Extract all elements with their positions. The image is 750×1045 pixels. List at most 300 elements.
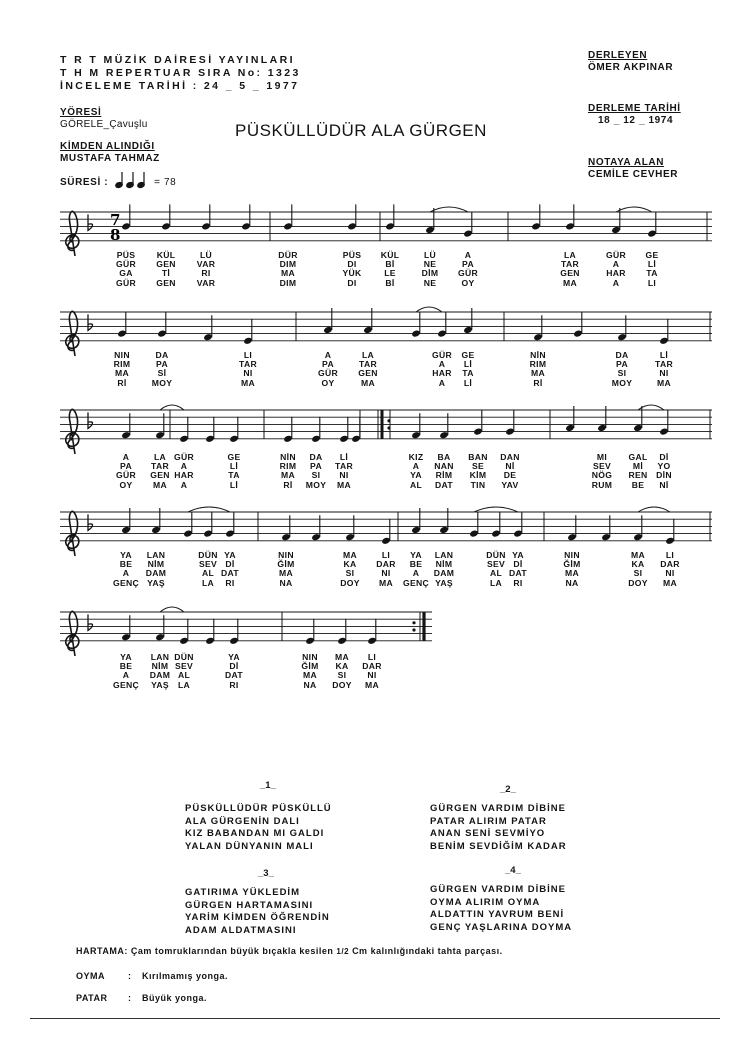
lyric-syllable: MA <box>565 568 579 579</box>
collector-block <box>588 50 673 74</box>
lyric-syllable: DÜN <box>486 550 506 560</box>
duration-value: = 78 <box>154 177 177 188</box>
lyric-syllable: MOY <box>151 377 173 388</box>
lyric-syllable: NA <box>279 577 293 588</box>
lyric-syllable: A <box>464 250 472 260</box>
lyric-syllable: NAN <box>434 461 454 472</box>
tie-slur <box>430 207 468 212</box>
lyrics-system-5 <box>0 652 750 690</box>
verse-line: ALA GÜRGENİN DALI <box>185 815 300 827</box>
lyric-syllable: Lİ <box>229 479 239 490</box>
notation-label: NOTAYA ALAN <box>588 157 665 168</box>
tie-slur <box>638 507 670 512</box>
lyric-syllable: YAV <box>501 479 519 490</box>
lyric-syllable: NA <box>565 577 579 588</box>
glossary-sep: : <box>128 993 132 1003</box>
staff-system-3 <box>60 398 720 458</box>
lyric-syllable: A <box>438 359 446 370</box>
lyric-syllable: DAT <box>509 568 527 579</box>
lyric-syllable: PA <box>310 461 322 472</box>
lyric-syllable: NI <box>367 670 377 681</box>
lyric-syllable: NI <box>243 368 253 379</box>
source-block <box>60 141 160 165</box>
lyric-syllable: MA <box>337 479 351 490</box>
lyric-syllable: YO <box>657 461 671 472</box>
lyric-syllable: ĞİM <box>563 559 581 570</box>
lyric-syllable: PA <box>120 461 132 472</box>
lyric-syllable: GÜR <box>606 250 626 260</box>
lyric-syllable: NİM <box>151 661 169 672</box>
bottom-rule <box>30 1018 720 1019</box>
tie-slur <box>160 607 184 612</box>
lyric-syllable: SI <box>337 670 347 681</box>
lyric-syllable: NE <box>423 259 437 270</box>
lyric-syllable: GENÇ <box>112 679 140 690</box>
glossary-term: PATAR <box>76 993 108 1003</box>
glossary-definition-tail: Cm kalınlığındaki tahta parçası. <box>352 946 503 956</box>
lyric-syllable: OY <box>119 479 133 490</box>
lyric-syllable: NIN <box>564 550 580 560</box>
lyrics-system-4 <box>0 550 750 588</box>
lyric-syllable: AL <box>177 670 191 681</box>
lyric-syllable: TIN <box>470 479 486 490</box>
lyric-syllable: GEN <box>156 277 176 288</box>
verse-line: GÜRGEN VARDIM DİBİNE <box>430 803 566 814</box>
lyric-syllable: PA <box>322 359 334 370</box>
publisher-info <box>60 54 301 93</box>
lyric-syllable: GEN <box>358 368 378 379</box>
lyric-syllable: KA <box>343 559 357 570</box>
lyric-syllable: PA <box>616 359 628 370</box>
lyric-syllable: GENÇ <box>112 577 140 588</box>
lyric-syllable: DAT <box>221 568 239 579</box>
lyric-syllable: HAR <box>432 368 452 379</box>
lyric-syllable: MA <box>241 377 255 388</box>
lyric-syllable: GEN <box>150 470 170 481</box>
time-signature-bottom: 8 <box>110 226 121 244</box>
lyric-syllable: DI <box>347 259 357 270</box>
lyric-syllable: TAR <box>239 359 257 370</box>
verse-line: YALAN DÜNYANIN MALI <box>185 840 314 852</box>
repeat-dot <box>412 628 415 631</box>
lyric-syllable: YA <box>228 652 240 662</box>
lyric-syllable: TAR <box>655 359 673 370</box>
lyric-syllable: YA <box>410 550 422 560</box>
lyric-syllable: A <box>180 479 188 490</box>
glossary-definition: Büyük yonga. <box>142 993 208 1003</box>
glossary-definition: Çam tomruklarından büyük bıçakla kesilen <box>130 946 334 956</box>
lyric-syllable: PÜS <box>116 250 136 260</box>
lyric-syllable: LE <box>384 268 396 279</box>
lyric-syllable: TA <box>228 470 240 481</box>
lyric-syllable: MA <box>531 368 545 379</box>
lyric-syllable: GÜR <box>116 277 136 288</box>
repeat-dot <box>387 426 390 429</box>
lyric-syllable: A <box>180 461 188 472</box>
lyric-syllable: SEV <box>174 661 194 672</box>
lyric-syllable: MOY <box>305 479 327 490</box>
lyric-syllable: DIM <box>279 259 297 270</box>
publisher-line: T R T MÜZİK DAİRESİ YAYINLARI <box>60 54 295 66</box>
verse-line: YARİM KİMDEN ÖĞRENDİN <box>185 912 330 924</box>
staff-system-5 <box>60 600 440 660</box>
lyric-syllable: RI <box>513 577 523 588</box>
verse-number: _3_ <box>258 868 274 879</box>
lyric-syllable: TAR <box>359 359 377 370</box>
glossary-sep: : <box>124 946 128 956</box>
repeat-dot <box>412 621 415 624</box>
flat-key-signature-icon <box>88 514 93 530</box>
lyric-syllable: AL <box>201 568 215 579</box>
lyric-syllable: DAM <box>433 568 455 579</box>
lyric-syllable: NI <box>659 368 669 379</box>
lyric-syllable: MA <box>379 577 393 588</box>
lyric-syllable: NIN <box>278 550 294 560</box>
lyric-syllable: RI <box>225 577 235 588</box>
lyric-syllable: RUM <box>591 479 613 490</box>
lyric-syllable: MA <box>153 479 167 490</box>
lyric-syllable: SEV <box>486 559 506 570</box>
lyric-syllable: A <box>122 452 130 462</box>
lyric-syllable: GEN <box>560 268 580 279</box>
lyric-syllable: DI <box>347 277 357 288</box>
lyric-syllable: GÜR <box>116 259 136 270</box>
lyric-syllable: LA <box>153 452 167 462</box>
lyric-syllable: GEN <box>156 259 176 270</box>
lyric-syllable: OY <box>321 377 335 388</box>
lyric-syllable: LI <box>381 550 391 560</box>
lyric-syllable: TA <box>646 268 658 279</box>
verse-line: ALDATTIN YAVRUM BENİ <box>430 909 565 921</box>
glossary-term: HARTAMA <box>76 946 125 956</box>
lyric-syllable: MA <box>343 550 357 560</box>
lyric-syllable: TA <box>462 368 474 379</box>
lyric-syllable: PA <box>462 259 474 270</box>
lyric-syllable: RI <box>201 268 211 279</box>
lyric-syllable: NE <box>423 277 437 288</box>
lyric-syllable: MA <box>663 577 677 588</box>
lyric-syllable: DÜR <box>278 250 298 260</box>
region-block <box>60 107 148 131</box>
lyric-syllable: BE <box>631 479 645 490</box>
repertoire-number: T H M REPERTUAR SIRA No: 1323 <box>60 67 301 79</box>
lyric-syllable: NİN <box>530 350 546 360</box>
lyric-syllable: NI <box>665 568 675 579</box>
lyric-syllable: A <box>122 670 130 681</box>
lyric-syllable: LI <box>243 350 253 360</box>
lyric-syllable: SI <box>617 368 627 379</box>
lyric-syllable: DAR <box>376 559 396 570</box>
lyric-syllable: LI <box>367 652 377 662</box>
verse-line: ANAN SENİ SEVMİYO <box>430 828 546 840</box>
verse-number: _2_ <box>500 784 516 795</box>
lyric-syllable: AL <box>409 479 423 490</box>
lyric-syllable: NİM <box>147 559 165 570</box>
lyric-syllable: A <box>612 259 620 270</box>
lyric-syllable: KİM <box>469 470 487 481</box>
lyric-syllable: GENÇ <box>402 577 430 588</box>
lyric-syllable: Rİ <box>283 479 293 490</box>
flat-key-signature-icon <box>88 314 93 330</box>
verse-line: GÜRGEN VARDIM DİBİNE <box>430 884 566 895</box>
glossary-sep: : <box>128 971 132 981</box>
flat-key-signature-icon <box>88 614 93 630</box>
verse-number: _1_ <box>260 780 276 791</box>
lyric-syllable: GÜR <box>458 268 478 279</box>
lyric-syllable: DOY <box>340 577 360 588</box>
duration-label: SÜRESİ : <box>60 177 109 188</box>
flat-key-signature-icon <box>88 214 93 230</box>
lyric-syllable: LI <box>647 277 657 288</box>
lyric-syllable: Dİ <box>229 661 239 672</box>
glossary-patar <box>76 993 207 1003</box>
lyric-syllable: A <box>324 350 332 360</box>
verse-line: ADAM ALDATMASINI <box>185 924 297 936</box>
lyric-syllable: NI <box>381 568 391 579</box>
glossary-fraction: 1/2 <box>336 947 350 956</box>
lyric-syllable: RIM <box>279 461 297 472</box>
glossary-term: OYMA <box>76 971 105 981</box>
lyric-syllable: RIM <box>113 359 131 370</box>
source-value: MUSTAFA TAHMAZ <box>60 153 160 164</box>
lyric-syllable: MA <box>361 377 375 388</box>
notation-block <box>588 157 678 181</box>
lyric-syllable: DÜN <box>174 652 194 662</box>
time-signature-top: 7 <box>110 211 121 229</box>
lyric-syllable: MA <box>281 470 295 481</box>
tie-slur <box>416 307 442 312</box>
lyric-syllable: REN <box>628 470 648 481</box>
lyric-syllable: YAŞ <box>435 577 453 588</box>
collection-date-label: DERLEME TARİHİ <box>588 103 681 114</box>
lyric-syllable: TAR <box>151 461 169 472</box>
lyric-syllable: YAŞ <box>147 577 165 588</box>
lyric-syllable: SI <box>633 568 643 579</box>
verse-line: GÜRGEN HARTAMASINI <box>185 899 314 911</box>
glossary-definition: Kırılmamış yonga. <box>142 971 229 981</box>
lyric-syllable: Lİ <box>647 259 657 270</box>
verse-line: BENİM SEVDİĞİM KADAR <box>430 840 567 852</box>
lyric-syllable: GE <box>461 350 475 360</box>
region-label: YÖRESİ <box>60 107 102 118</box>
lyric-syllable: LAN <box>150 652 170 662</box>
lyric-syllable: A <box>438 377 446 388</box>
lyric-syllable: Nİ <box>505 461 515 472</box>
lyrics-system-2 <box>0 350 750 388</box>
lyric-syllable: Lİ <box>339 452 349 462</box>
lyric-syllable: LA <box>177 679 191 690</box>
lyric-syllable: GAL <box>628 452 648 462</box>
lyric-syllable: KA <box>335 661 349 672</box>
lyric-syllable: LI <box>665 550 675 560</box>
verse-number: _4_ <box>505 865 521 876</box>
lyric-syllable: MOY <box>611 377 633 388</box>
lyric-syllable: Nİ <box>659 479 669 490</box>
lyric-syllable: SI <box>311 470 321 481</box>
lyric-syllable: TAR <box>561 259 579 270</box>
lyric-syllable: LA <box>563 250 577 260</box>
lyric-syllable: SI <box>345 568 355 579</box>
lyric-syllable: BA <box>437 452 451 462</box>
lyrics-system-1 <box>0 250 750 288</box>
page-title: PÜSKÜLLÜDÜR ALA GÜRGEN <box>235 121 487 140</box>
lyric-syllable: YÜK <box>342 268 362 279</box>
lyric-syllable: YA <box>410 470 422 481</box>
lyric-syllable: GÜR <box>318 368 338 379</box>
lyric-syllable: DAR <box>660 559 680 570</box>
lyric-syllable: HAR <box>606 268 626 279</box>
lyric-syllable: VAR <box>196 277 216 288</box>
lyric-syllable: A <box>412 461 420 472</box>
lyric-syllable: NÖG <box>591 470 613 481</box>
lyric-syllable: HAR <box>174 470 194 481</box>
lyric-syllable: Lİ <box>463 359 473 370</box>
lyric-syllable: LAN <box>434 550 454 560</box>
lyric-syllable: Lİ <box>659 350 669 360</box>
lyric-syllable: NİM <box>435 559 453 570</box>
verse-3 <box>185 887 330 937</box>
lyric-syllable: DA <box>615 350 629 360</box>
lyric-syllable: DAN <box>500 452 520 462</box>
lyric-syllable: MA <box>365 679 379 690</box>
lyric-syllable: BAN <box>468 452 488 462</box>
lyric-syllable: VAR <box>196 259 216 270</box>
lyric-syllable: NIN <box>302 652 318 662</box>
lyric-syllable: SE <box>471 461 485 472</box>
lyric-syllable: MA <box>563 277 577 288</box>
lyric-syllable: YA <box>512 550 524 560</box>
verse-2 <box>430 803 567 853</box>
verse-line: GATIRIMA YÜKLEDİM <box>185 887 300 898</box>
lyric-syllable: LA <box>489 577 503 588</box>
lyric-syllable: MA <box>281 268 295 279</box>
lyric-syllable: YA <box>224 550 236 560</box>
lyric-syllable: KÜL <box>380 250 400 260</box>
lyric-syllable: ĞİM <box>301 661 319 672</box>
lyric-syllable: MI <box>596 452 608 462</box>
lyric-syllable: GÜR <box>174 452 194 462</box>
lyric-syllable: DAT <box>225 670 243 681</box>
lyric-syllable: TAR <box>335 461 353 472</box>
verse-line: GENÇ YAŞLARINA DOYMA <box>430 921 573 933</box>
lyric-syllable: DAM <box>145 568 167 579</box>
lyric-syllable: NİN <box>280 452 296 462</box>
lyric-syllable: RİM <box>435 470 453 481</box>
verse-line: PATAR ALIRIM PATAR <box>430 815 547 827</box>
lyric-syllable: GÜR <box>432 350 452 360</box>
lyric-syllable: AL <box>489 568 503 579</box>
lyric-syllable: DE <box>503 470 517 481</box>
tie-slur <box>188 507 230 512</box>
lyric-syllable: Dİ <box>513 559 523 570</box>
lyric-syllable: DAT <box>435 479 453 490</box>
lyric-syllable: NIN <box>114 350 130 360</box>
tie-slur <box>474 507 518 512</box>
lyric-syllable: MA <box>303 670 317 681</box>
lyric-syllable: DOY <box>332 679 352 690</box>
lyric-syllable: KIZ <box>408 452 424 462</box>
collector-value: ÖMER AKPINAR <box>588 62 674 73</box>
lyric-syllable: Bİ <box>385 277 395 288</box>
lyric-syllable: Sİ <box>157 368 167 379</box>
verse-line: PÜSKÜLLÜDÜR PÜSKÜLLÜ <box>185 803 332 814</box>
flat-key-signature-icon <box>88 412 93 428</box>
lyric-syllable: LAN <box>146 550 166 560</box>
duration-block <box>60 171 176 189</box>
tie-slur <box>160 405 184 410</box>
lyric-syllable: RI <box>229 679 239 690</box>
lyric-syllable: KA <box>631 559 645 570</box>
lyric-syllable: Dİ <box>225 559 235 570</box>
quarter-notes-icon <box>114 171 154 189</box>
verse-1 <box>185 803 332 853</box>
verse-line: KIZ BABANDAN MI GALDI <box>185 828 325 840</box>
lyric-syllable: BE <box>119 661 133 672</box>
glossary-oyma <box>76 971 228 981</box>
review-date: İNCELEME TARİHİ : 24 _ 5 _ 1977 <box>60 80 300 92</box>
lyric-syllable: NA <box>303 679 317 690</box>
lyric-syllable: LÜ <box>423 250 437 260</box>
lyric-syllable: YA <box>120 652 132 662</box>
lyric-syllable: DÜN <box>198 550 218 560</box>
lyric-syllable: YAŞ <box>151 679 169 690</box>
lyric-syllable: DİN <box>656 470 672 481</box>
repeat-dot <box>387 419 390 422</box>
lyric-syllable: GE <box>645 250 659 260</box>
lyric-syllable: Tİ <box>161 268 171 279</box>
lyric-syllable: BE <box>119 559 133 570</box>
verse-4 <box>430 884 572 934</box>
lyric-syllable: LA <box>361 350 375 360</box>
lyric-syllable: PA <box>156 359 168 370</box>
lyric-syllable: KÜL <box>156 250 176 260</box>
lyric-syllable: GA <box>119 268 133 279</box>
lyric-syllable: Mİ <box>632 461 644 472</box>
lyric-syllable: A <box>412 568 420 579</box>
lyric-syllable: MA <box>657 377 671 388</box>
collector-label: DERLEYEN <box>588 50 648 61</box>
lyric-syllable: DIM <box>279 277 297 288</box>
source-label: KİMDEN ALINDIĞI <box>60 141 155 152</box>
lyric-syllable: Rİ <box>533 377 543 388</box>
lyric-syllable: Rİ <box>117 377 127 388</box>
lyric-syllable: DOY <box>628 577 648 588</box>
lyric-syllable: LA <box>201 577 215 588</box>
lyric-syllable: MA <box>335 652 349 662</box>
lyric-syllable: Dİ <box>659 452 669 462</box>
lyric-syllable: A <box>122 568 130 579</box>
notation-value: CEMİLE CEVHER <box>588 169 679 180</box>
lyric-syllable: PÜS <box>342 250 362 260</box>
region-value: GÖRELE_Çavuşlu <box>60 119 148 130</box>
lyric-syllable: LÜ <box>199 250 213 260</box>
lyric-syllable: Lİ <box>463 377 473 388</box>
lyric-syllable: DA <box>155 350 169 360</box>
lyric-syllable: SEV <box>198 559 218 570</box>
lyric-syllable: DAM <box>149 670 171 681</box>
tie-slur <box>616 207 652 212</box>
lyric-syllable: MA <box>115 368 129 379</box>
lyric-syllable: Bİ <box>385 259 395 270</box>
collection-date-block <box>588 103 681 127</box>
lyric-syllable: YA <box>120 550 132 560</box>
lyric-syllable: SEV <box>592 461 612 472</box>
lyric-syllable: ĞİM <box>277 559 295 570</box>
lyric-syllable: Lİ <box>229 461 239 472</box>
lyric-syllable: DAR <box>362 661 382 672</box>
lyric-syllable: DA <box>309 452 323 462</box>
glossary-hartama <box>76 946 503 956</box>
